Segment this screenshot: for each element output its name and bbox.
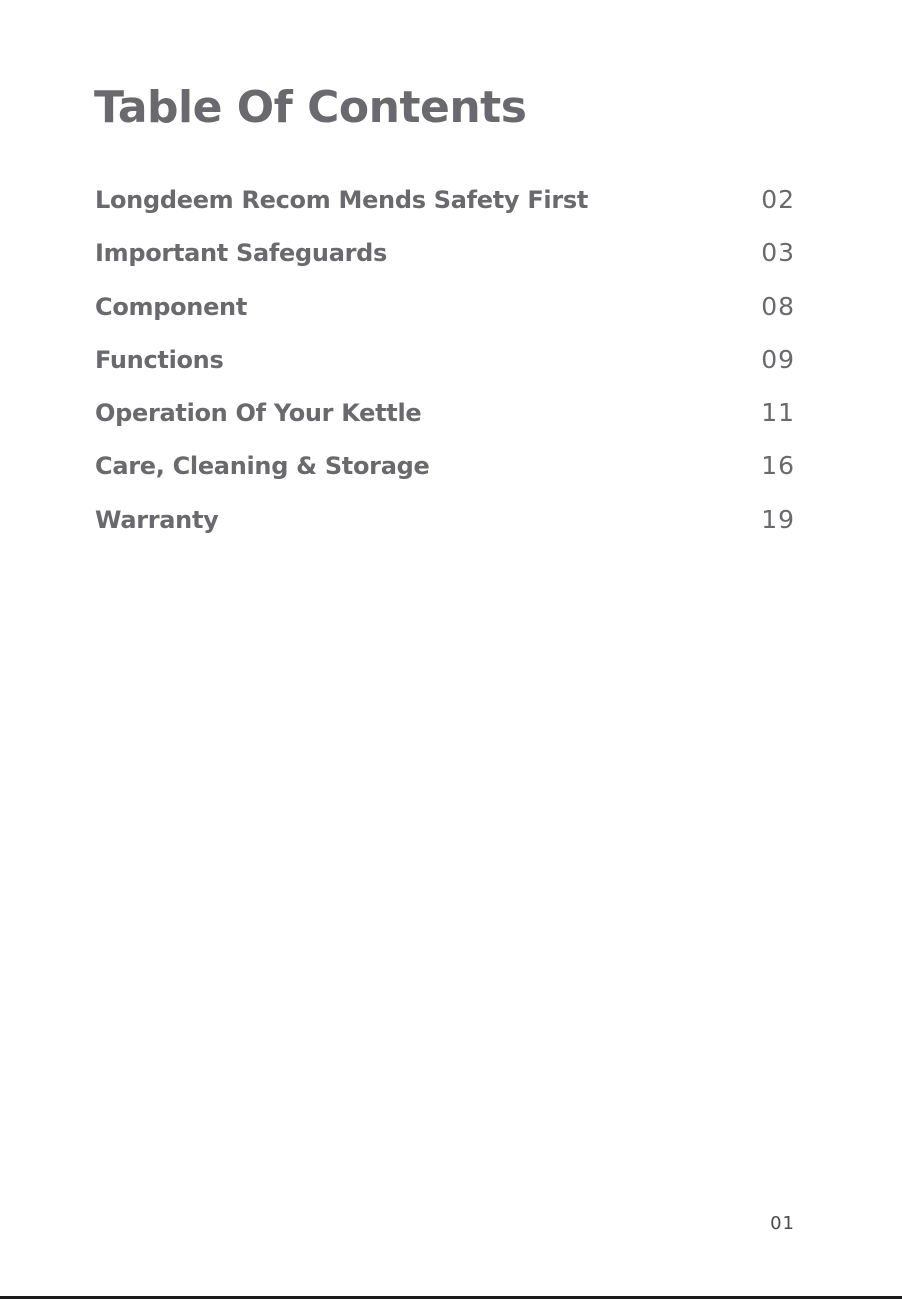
toc-entry-important-safeguards: [95, 238, 795, 291]
toc-entry-label: Longdeem Recom Mends Safety First: [95, 186, 589, 214]
toc-entry-page: 08: [761, 291, 795, 321]
toc-entry-page: 03: [761, 238, 795, 268]
toc-entry-page: 09: [761, 344, 795, 374]
toc-entry-label: Important Safeguards: [95, 239, 387, 268]
toc-entry-page: 19: [761, 504, 795, 534]
toc-entry-label: Operation Of Your Kettle: [95, 399, 422, 428]
toc-entry-functions: [95, 345, 795, 398]
toc-entry-page: 11: [761, 398, 795, 428]
toc-entry-label: Component: [95, 292, 247, 321]
toc-entry-label: Functions: [95, 345, 224, 374]
table-of-contents: [95, 185, 795, 558]
toc-entry-warranty: [95, 505, 795, 558]
page-number: 01: [770, 1213, 795, 1234]
toc-entry-label: Warranty: [95, 505, 219, 534]
toc-entry-label: Care, Cleaning & Storage: [95, 452, 430, 481]
toc-entry-safety-first: [95, 185, 795, 238]
toc-entry-page: 02: [761, 185, 795, 214]
toc-entry-component: [95, 292, 795, 345]
toc-entry-page: 16: [761, 451, 795, 481]
page-title: Table Of Contents: [94, 82, 527, 133]
toc-entry-operation: [95, 398, 795, 451]
toc-entry-care-cleaning-storage: [95, 451, 795, 504]
